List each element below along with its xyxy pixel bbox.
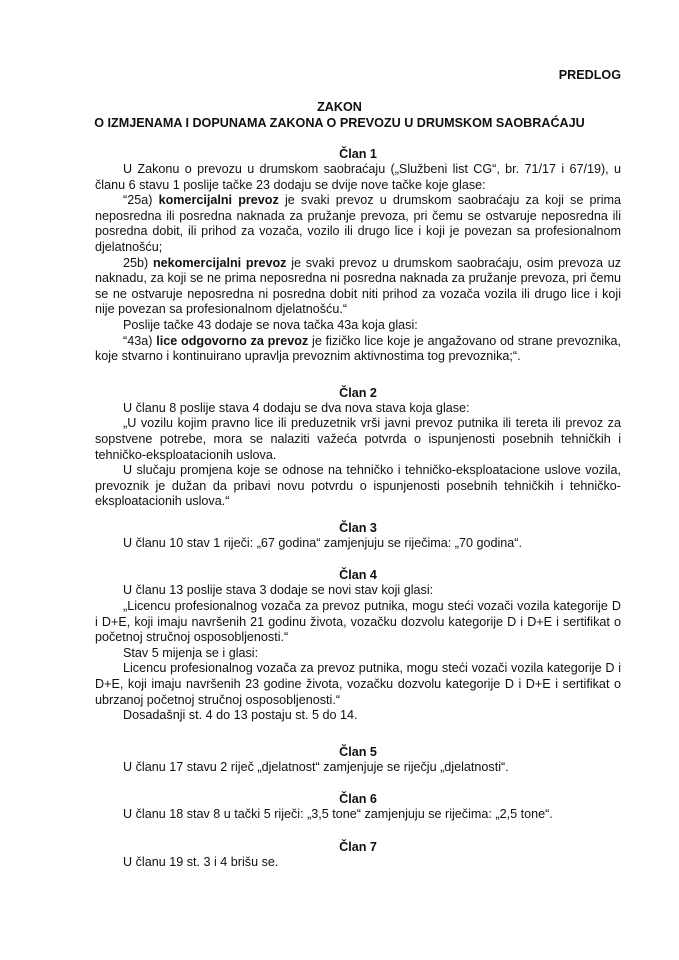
article-1-paragraph-5 [95,334,621,365]
text-segment: je svaki prevoz u drumskom saobraćaju za koji se prima neposredna ili posredna naknada za pružanje prevoza, pri čemu se ostvaruje neposredna ili posredna dobit, ili prihod za vozača, vozilo ili drugo lice i koji je povezan sa profesionalnom djelatnošću; [95,193,622,254]
article-3-paragraph-1: U članu 10 stav 1 riječi: „67 godina“ zamjenjuju se riječima: „70 godina“. [123,535,522,550]
article-1-heading: Član 1 [339,147,377,161]
article-1 [95,146,621,365]
article-5 [95,744,621,776]
term-komercijalni-prevoz: komercijalni prevoz [158,193,279,208]
text-segment: “43a) [123,333,157,348]
article-4-paragraph-1: U članu 13 poslije stava 3 dodaje se novi stav koji glasi: [123,583,434,598]
article-5-heading: Član 5 [339,744,377,759]
term-nekomercijalni-prevoz: nekomercijalni prevoz [152,255,287,270]
article-1-paragraph-4: Poslije tačke 43 dodaje se nova tačka 43a koja glasi: [123,317,418,332]
article-7-heading: Član 7 [339,840,377,854]
text-segment: “25a) [123,193,159,208]
law-title-line2: O IZMJENAMA I DOPUNAMA ZAKONA O PREVOZU U DRUMSKOM SAOBRAĆAJU [94,116,585,130]
article-2 [95,385,621,510]
article-3-heading: Član 3 [339,520,377,535]
text-segment: 25b) [123,255,153,270]
article-3 [95,520,621,552]
article-2-paragraph-3: U slučaju promjena koje se odnose na tehničko i tehničko-eksploatacione uslove vozila, prevoznik je dužan da pribavi novu potvrdu o ispunjenosti posebnih tehničkih i tehničko-eksploatacionih uslova.“ [95,463,621,509]
article-2-paragraph-2: „U vozilu kojim pravno lice ili preduzetnik vrši javni prevoz putnika ili tereta ili prevoz za sopstvene potrebe, mora se nalaziti važeća potvrda o ispunjenosti posebnih tehničkih i tehničko-eksploatacionih uslova. [95,416,621,462]
article-7-paragraph-1: U članu 19 st. 3 i 4 brišu se. [123,855,279,869]
article-6-heading: Član 6 [339,792,377,807]
article-4-paragraph-2: „Licencu profesionalnog vozača za prevoz putnika, mogu steći vozači vozila kategorije D i D+E, koji imaju navršenih 21 godinu života, vozačku dozvolu kategorije D i D+E i sertifikat o početnoj stručnoj osposobljenosti.“ [95,599,621,645]
article-4 [95,567,621,723]
article-4-heading: Član 4 [339,568,377,583]
document-body [95,146,621,871]
article-6 [95,791,621,823]
term-lice-odgovorno-za-prevoz: lice odgovorno za prevoz [156,333,309,348]
law-title [0,99,679,131]
article-4-paragraph-3: Stav 5 mijenja se i glasi: [123,645,259,660]
law-title-line1: ZAKON [317,100,362,114]
article-4-paragraph-5: Dosadašnji st. 4 do 13 postaju st. 5 do 14. [123,708,358,723]
article-1-paragraph-2 [95,193,621,255]
article-1-paragraph-3 [95,256,621,318]
article-2-paragraph-1: U članu 8 poslije stava 4 dodaju se dva nova stava koja glase: [123,400,470,415]
text-segment: je fizičko lice koje je angažovano od strane prevoznika, koje stvarno i kontinuirano upravlja prevoznim aktivnostima tog prevoznika;“. [95,333,621,364]
draft-label: PREDLOG [558,68,621,82]
article-4-paragraph-4: Licencu profesionalnog vozača za prevoz putnika, mogu steći vozači vozila kategorije D i D+E, koji imaju navršenih 23 godine života, vozačku dozvolu kategorije D i D+E i sertifikat o ubrzanoj početnoj stručnoj osposobljenosti.“ [95,661,621,707]
text-segment: je svaki prevoz u drumskom saobraćaju, osim prevoza uz naknadu, za koji se ne prima neposredna ni posredna naknada za pružanje prevoza, pri čemu se ne ostvaruje neposredna ni posredna dobit niti prihod za vozača vozila ili drugo lice i koji nije povezan sa profesionalnom djelatnošću.“ [95,255,621,317]
article-6-paragraph-1: U članu 18 stav 8 u tački 5 riječi: „3,5 tone“ zamjenjuju se riječima: „2,5 tone“. [123,807,553,822]
article-2-heading: Član 2 [339,385,377,400]
article-5-paragraph-1: U članu 17 stavu 2 riječ „djelatnost“ zamjenjuje se riječju „djelatnosti“. [123,759,509,774]
article-1-paragraph-1: U Zakonu o prevozu u drumskom saobraćaju („Službeni list CG“, br. 71/17 i 67/19), u članu 6 stavu 1 poslije tačke 23 dodaju se dvije nove tačke koje glase: [95,162,621,192]
article-7 [95,839,621,871]
